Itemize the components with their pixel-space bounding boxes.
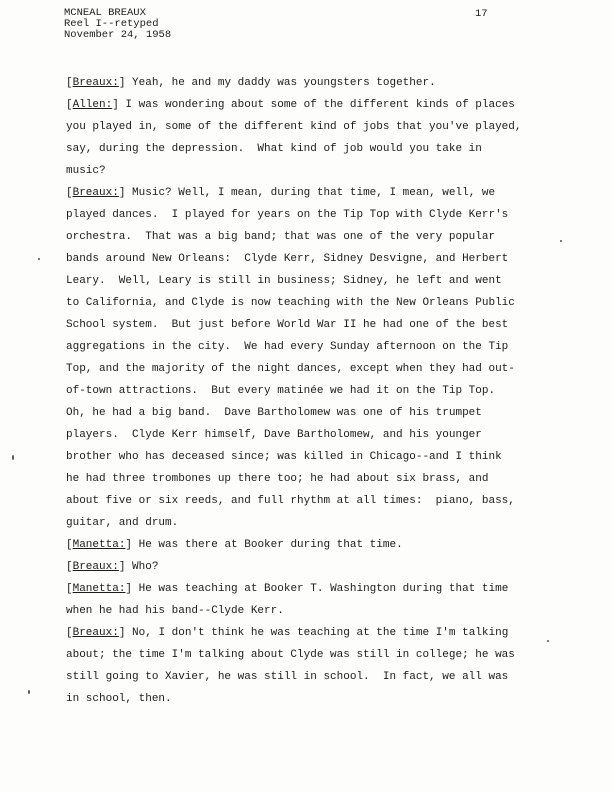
- transcript-line: [66, 116, 536, 138]
- transcript-line: [66, 226, 536, 248]
- speaker-label: Breaux:: [72, 187, 119, 199]
- transcript-line: [66, 358, 536, 380]
- bracket-close: ]: [118, 77, 126, 89]
- speaker-label: Allen:: [72, 99, 113, 111]
- speaker-label: Breaux:: [72, 561, 119, 573]
- scan-speck: [560, 240, 562, 242]
- speaker-line: [66, 534, 536, 556]
- utterance-text: in school, then.: [66, 693, 172, 705]
- utterance-text: about five or six reeds, and full rhythm at all times: piano, bass,: [66, 495, 515, 507]
- bracket-open: [: [66, 583, 73, 595]
- speaker-label: Breaux:: [72, 627, 119, 639]
- transcript-line: [66, 336, 536, 358]
- transcript-line: [66, 644, 536, 666]
- speaker-label: Manetta:: [72, 539, 126, 551]
- utterance-text: School system. But just before World War II he had one of the best: [66, 319, 509, 331]
- utterance-text: say, during the depression. What kind of job would you take in: [66, 143, 482, 155]
- bracket-close: ]: [125, 583, 133, 595]
- utterance-text: Who?: [125, 561, 159, 573]
- bracket-open: [: [66, 627, 73, 639]
- utterance-text: He was there at Booker during that time.: [132, 539, 403, 551]
- utterance-text: bands around New Orleans: Clyde Kerr, Sidney Desvigne, and Herbert: [66, 253, 509, 265]
- utterance-text: to California, and Clyde is now teaching with the New Orleans Public: [66, 297, 515, 309]
- utterance-text: No, I don't think he was teaching at the time I'm talking: [125, 627, 509, 639]
- transcript-line: [66, 204, 536, 226]
- transcript-line: [66, 138, 536, 160]
- speaker-line: [66, 94, 536, 116]
- utterance-text: Leary. Well, Leary is still in business; Sidney, he left and went: [66, 275, 502, 287]
- utterance-text: about; the time I'm talking about Clyde was still in college; he was: [66, 649, 515, 661]
- scan-speck: [547, 640, 549, 642]
- transcript-line: [66, 490, 536, 512]
- transcript-line: [66, 314, 536, 336]
- utterance-text: of-town attractions. But every matinée we had it on the Tip Top.: [66, 385, 496, 397]
- speaker-line: [66, 556, 536, 578]
- transcript-line: [66, 446, 536, 468]
- utterance-text: players. Clyde Kerr himself, Dave Bartholomew, and his younger: [66, 429, 482, 441]
- bracket-open: [: [66, 99, 73, 111]
- transcript-line: [66, 160, 536, 182]
- transcript-body: [66, 72, 536, 710]
- speaker-line: [66, 182, 536, 204]
- page-number: 17: [475, 8, 488, 20]
- transcript-line: [66, 424, 536, 446]
- speaker-line: [66, 72, 536, 94]
- transcript-line: [66, 402, 536, 424]
- speaker-label: Manetta:: [72, 583, 126, 595]
- utterance-text: you played in, some of the different kind of jobs that you've played,: [66, 121, 522, 133]
- utterance-text: when he had his band--Clyde Kerr.: [66, 605, 284, 617]
- bracket-close: ]: [112, 99, 119, 111]
- utterance-text: he had three trombones up there too; he had about six brass, and: [66, 473, 489, 485]
- reel-label: Reel I--retyped: [64, 18, 159, 30]
- transcript-line: [66, 270, 536, 292]
- transcript-line: [66, 600, 536, 622]
- transcript-line: [66, 512, 536, 534]
- transcript-line: [66, 380, 536, 402]
- utterance-text: Oh, he had a big band. Dave Bartholomew was one of his trumpet: [66, 407, 482, 419]
- transcript-line: [66, 292, 536, 314]
- scan-speck: [12, 455, 14, 460]
- bracket-close: ]: [118, 187, 126, 199]
- utterance-text: aggregations in the city. We had every Sunday afternoon on the Tip: [66, 341, 509, 353]
- utterance-text: played dances. I played for years on the Tip Top with Clyde Kerr's: [66, 209, 509, 221]
- document-header: [64, 8, 171, 41]
- speaker-line: [66, 622, 536, 644]
- scan-speck: [28, 690, 30, 694]
- interview-date: November 24, 1958: [64, 29, 172, 41]
- utterance-text: orchestra. That was a big band; that was one of the very popular: [66, 231, 496, 243]
- interviewee-name: MCNEAL BREAUX: [64, 7, 146, 19]
- utterance-text: Yeah, he and my daddy was youngsters together.: [125, 77, 436, 89]
- utterance-text: brother who has deceased since; was killed in Chicago--and I think: [66, 451, 502, 463]
- utterance-text: Top, and the majority of the night dances, except when they had out-: [66, 363, 515, 375]
- bracket-open: [: [66, 561, 73, 573]
- transcript-line: [66, 688, 536, 710]
- bracket-close: ]: [125, 539, 133, 551]
- speaker-line: [66, 578, 536, 600]
- utterance-text: music?: [66, 165, 106, 177]
- utterance-text: Music? Well, I mean, during that time, I mean, well, we: [125, 187, 496, 199]
- utterance-text: He was teaching at Booker T. Washington during that time: [132, 583, 509, 595]
- utterance-text: I was wondering about some of the different kinds of places: [118, 99, 515, 111]
- bracket-close: ]: [118, 627, 126, 639]
- bracket-open: [: [66, 77, 73, 89]
- transcript-line: [66, 666, 536, 688]
- scan-speck: [38, 258, 40, 260]
- utterance-text: guitar, and drum.: [66, 517, 179, 529]
- bracket-close: ]: [118, 561, 126, 573]
- utterance-text: still going to Xavier, he was still in school. In fact, we all was: [66, 671, 509, 683]
- speaker-label: Breaux:: [72, 77, 119, 89]
- transcript-line: [66, 468, 536, 490]
- bracket-open: [: [66, 187, 73, 199]
- transcript-line: [66, 248, 536, 270]
- bracket-open: [: [66, 539, 73, 551]
